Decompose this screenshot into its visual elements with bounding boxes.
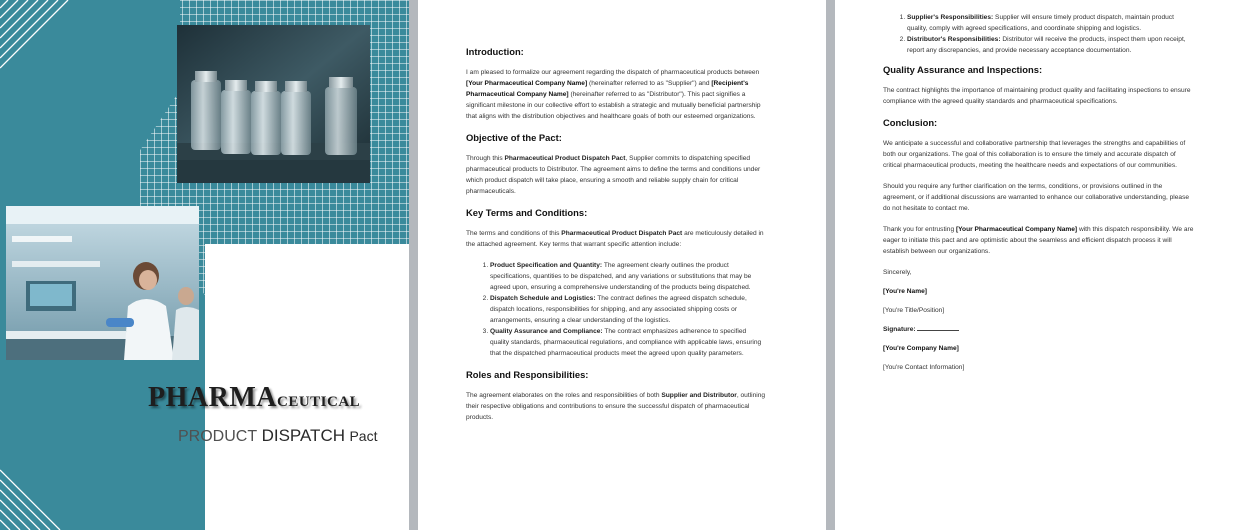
signature-blank [917, 324, 959, 331]
quality-assurance-heading: Quality Assurance and Inspections: [883, 64, 1043, 75]
key-terms-heading: Key Terms and Conditions: [466, 207, 588, 218]
list-item: 2. Distributor's Responsibilities: Distributor will receive the products, inspect them upon receipt, report any discrepancies, and provide necessary acceptance documentation. [907, 34, 1195, 56]
cover-page [0, 0, 409, 530]
page-2-content [466, 46, 766, 433]
stripes-top-left [0, 0, 68, 68]
introduction-paragraph: I am pleased to formalize our agreement regarding the dispatch of pharmaceutical products between [Your Pharmaceutical Company Name] (hereinafter referred to as "Supplier") and [Recipient's Pharmaceutical Company Name] (hereinafter referred to as "Distributor"). This pact signifies a significant milestone in our collective effort to establish a strategic and mutually beneficial partnership that aligns with the distribution objectives and healthcare goals of both our esteemed organizations. [466, 69, 761, 120]
introduction-heading: Introduction: [466, 46, 524, 57]
vial-icon [221, 80, 251, 154]
sender-contact: [You're Contact Information] [883, 364, 965, 371]
cover-subtitle: PRODUCT DISPATCH Pact [178, 426, 378, 445]
document-page-2 [418, 0, 826, 530]
key-terms-list [466, 260, 766, 359]
document-page-3 [835, 0, 1244, 530]
vials-photo [177, 25, 370, 183]
lab-scientist-photo [6, 206, 199, 360]
vial-icon [191, 71, 221, 150]
list-item: 3. Quality Assurance and Compliance: The contract emphasizes adherence to specified quality standards, pharmaceutical regulations, and compliance with applicable laws, ensuring that the dispatched pharmaceutical products meet the agreed upon quality parameters. [490, 326, 766, 359]
key-terms-paragraph: The terms and conditions of this Pharmaceutical Product Dispatch Pact are meticulously detailed in the attached agreement. Key terms that warrant specific attention include: [466, 230, 764, 248]
objective-paragraph: Through this Pharmaceutical Product Dispatch Pact, Supplier commits to dispatching specified pharmaceutical products to Distributor. The agreement aims to define the terms and conditions under which product dispatch will take place, ensuring a smooth and reliable supply chain for critical pharmaceuticals. [466, 155, 761, 195]
list-item: 1. Supplier's Responsibilities: Supplier will ensure timely product dispatch, maintain product quality, comply with agreed specifications, and coordinate shipping and logistics. [907, 12, 1195, 34]
list-item: 1. Product Specification and Quantity: The agreement clearly outlines the product specifications, quantities to be dispatched, and any variations or substitutions that may be agreed upon, ensuring a comprehensive understanding of the products being dispatched. [490, 260, 766, 293]
cover-title: PHARMAceutical [148, 382, 361, 413]
sincerely-text: Sincerely, [883, 269, 912, 276]
objective-heading: Objective of the Pact: [466, 132, 562, 143]
roles-list [883, 12, 1195, 56]
roles-heading: Roles and Responsibilities: [466, 369, 589, 380]
sender-title: [You're Title/Position] [883, 307, 945, 314]
sender-name: [You're Name] [883, 288, 927, 295]
vial-icon [281, 81, 311, 155]
conclusion-paragraph-3: Thank you for entrusting [Your Pharmaceutical Company Name] with this dispatch responsibility. We are eager to initiate this pact and are optimistic about the seamless and efficient dispatch process it will establish between our organizations. [883, 226, 1194, 255]
conclusion-heading: Conclusion: [883, 117, 938, 128]
signature-line: Signature: [883, 324, 1195, 335]
page-3-content [883, 8, 1195, 383]
roles-paragraph: The agreement elaborates on the roles and responsibilities of both Supplier and Distributor, outlining their respective obligations and contributions to ensure the successful dispatch of pharmaceutical products. [466, 392, 766, 421]
vial-icon [325, 77, 357, 155]
conclusion-paragraph-1: We anticipate a successful and collaborative partnership that leverages the strengths and capabilities of both our organizations. The goal of this collaboration is to ensure the timely and accurate dispatch of critical pharmaceutical products, meeting the healthcare needs and expectations of our communities. [883, 140, 1186, 169]
list-item: 2. Dispatch Schedule and Logistics: The contract defines the agreed dispatch schedule, dispatch locations, responsibilities for shipping, and any associated shipping costs or arrangements, ensuring a clear understanding of the logistics. [490, 293, 766, 326]
vial-icon [251, 81, 281, 155]
sender-company: [You're Company Name] [883, 345, 959, 352]
conclusion-paragraph-2: Should you require any further clarification on the terms, conditions, or provisions outlined in the agreement, or if additional discussions are warranted to enhance our collaborative understanding, please do not hesitate to contact me. [883, 183, 1190, 212]
stripes-bottom-left [0, 470, 60, 530]
quality-assurance-paragraph: The contract highlights the importance of maintaining product quality and facilitating inspections to ensure compliance with the agreed quality standards and pharmaceutical specifications. [883, 87, 1191, 105]
